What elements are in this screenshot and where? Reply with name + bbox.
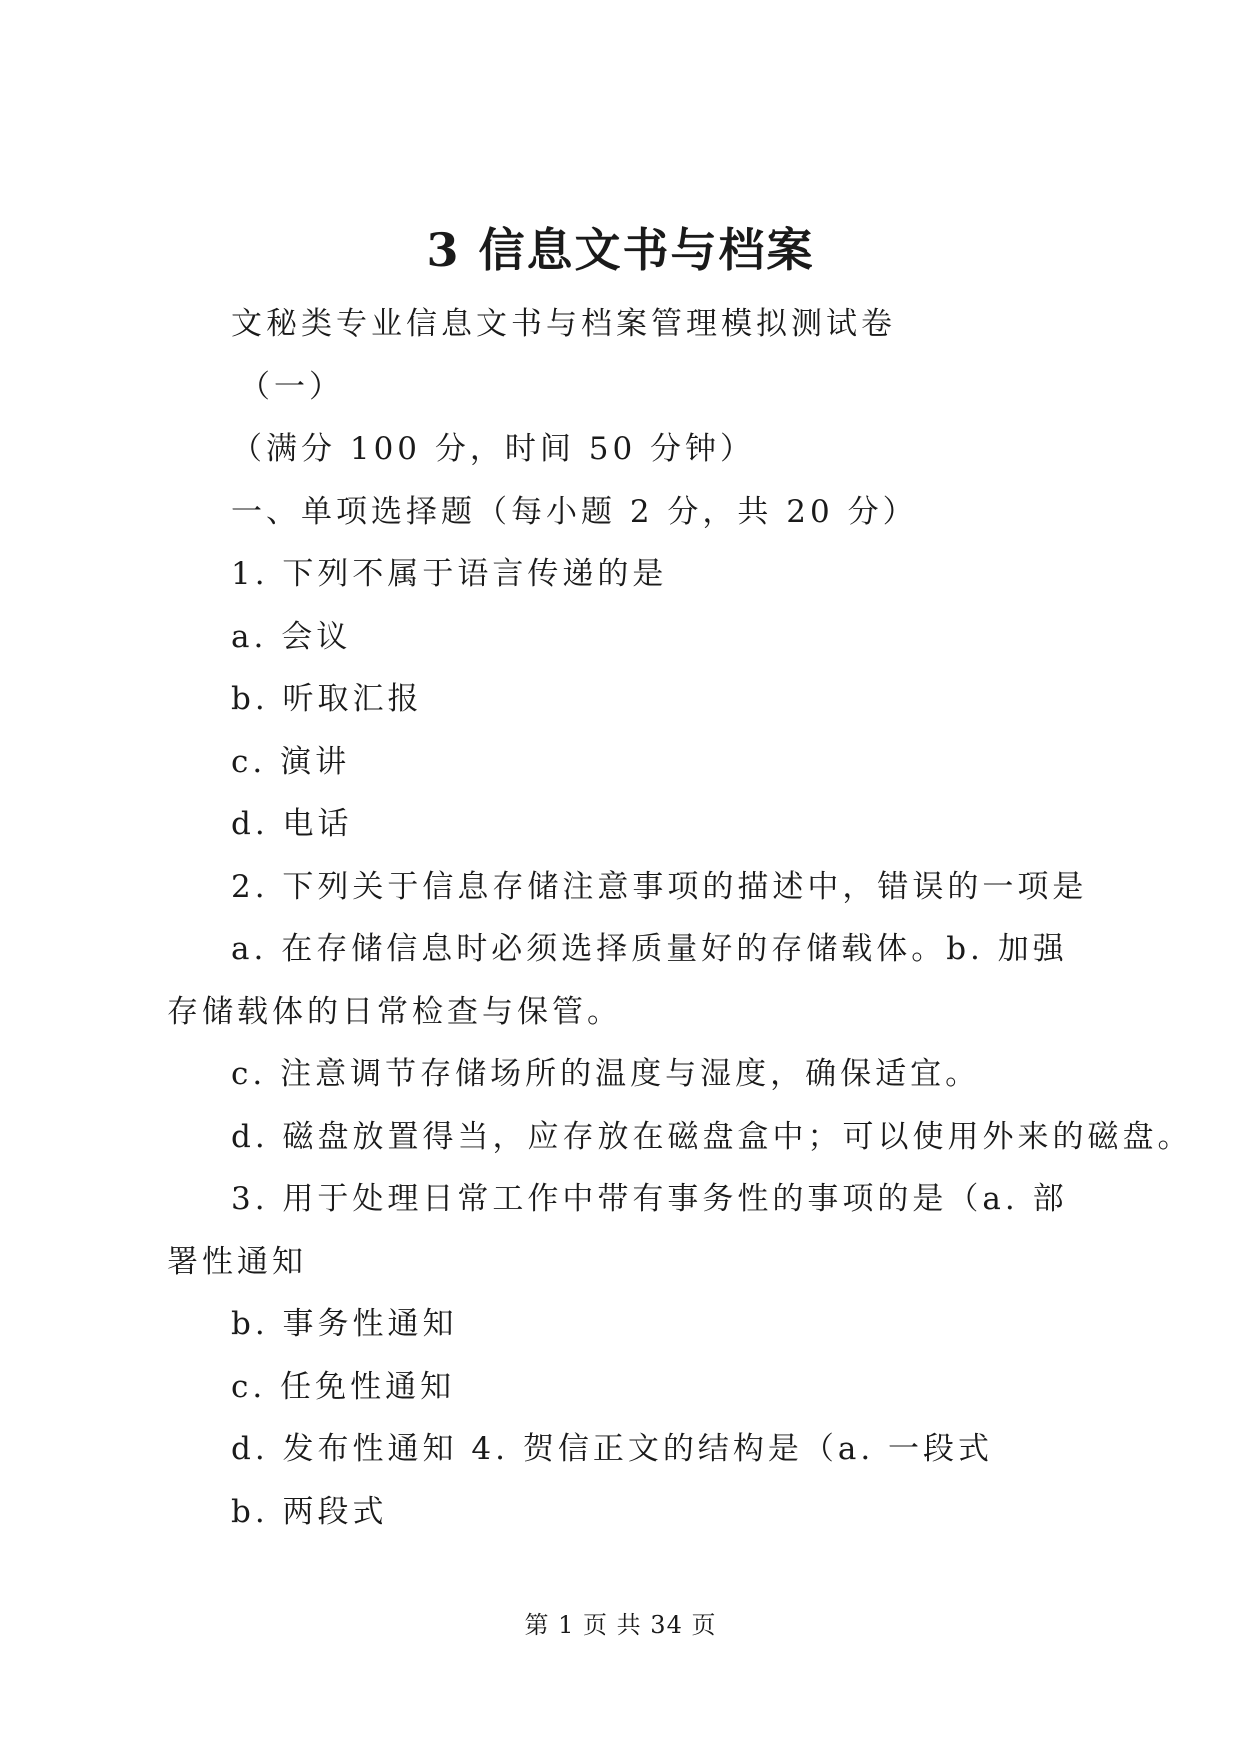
question-2-options-ab: a. 在存储信息时必须选择质量好的存储载体。b. 加强存储载体的日常检查与保管。 xyxy=(167,931,1068,1030)
paragraph-score-time: （满分 100 分，时间 50 分钟） xyxy=(231,431,756,467)
question-1: 1. 下列不属于语言传递的是 xyxy=(231,556,668,592)
page-number-footer: 第 1 页 共 34 页 xyxy=(524,1611,717,1639)
paragraph-section-heading: 一、单项选择题（每小题 2 分，共 20 分） xyxy=(231,493,918,530)
question-4-option-b: b. 两段式 xyxy=(231,1493,388,1530)
question-1-option-a: a. 会议 xyxy=(231,618,352,655)
question-2-option-d: d. 磁盘放置得当，应存放在磁盘盒中；可以使用外来的磁盘。 xyxy=(231,1118,1193,1155)
question-1-option-c: c. 演讲 xyxy=(231,743,351,780)
question-3-option-b: b. 事务性通知 xyxy=(231,1306,458,1342)
question-3-option-d-question-4: d. 发布性通知 4. 贺信正文的结构是（a. 一段式 xyxy=(231,1431,994,1467)
question-1-option-b: b. 听取汇报 xyxy=(231,681,423,717)
paragraph-part-number: （一） xyxy=(239,368,344,405)
question-3-option-c: c. 任免性通知 xyxy=(231,1368,456,1405)
question-2: 2. 下列关于信息存储注意事项的描述中，错误的一项是 xyxy=(231,868,1088,905)
document-body xyxy=(167,293,1193,1543)
question-3: 3. 用于处理日常工作中带有事务性的事项的是（a. 部署性通知 xyxy=(167,1181,1068,1280)
paragraph-subtitle: 文秘类专业信息文书与档案管理模拟测试卷 xyxy=(231,306,896,342)
question-1-option-d: d. 电话 xyxy=(231,806,353,842)
question-2-option-c: c. 注意调节存储场所的温度与湿度，确保适宜。 xyxy=(231,1056,981,1092)
document-title: 3 信息文书与档案 xyxy=(426,223,815,277)
